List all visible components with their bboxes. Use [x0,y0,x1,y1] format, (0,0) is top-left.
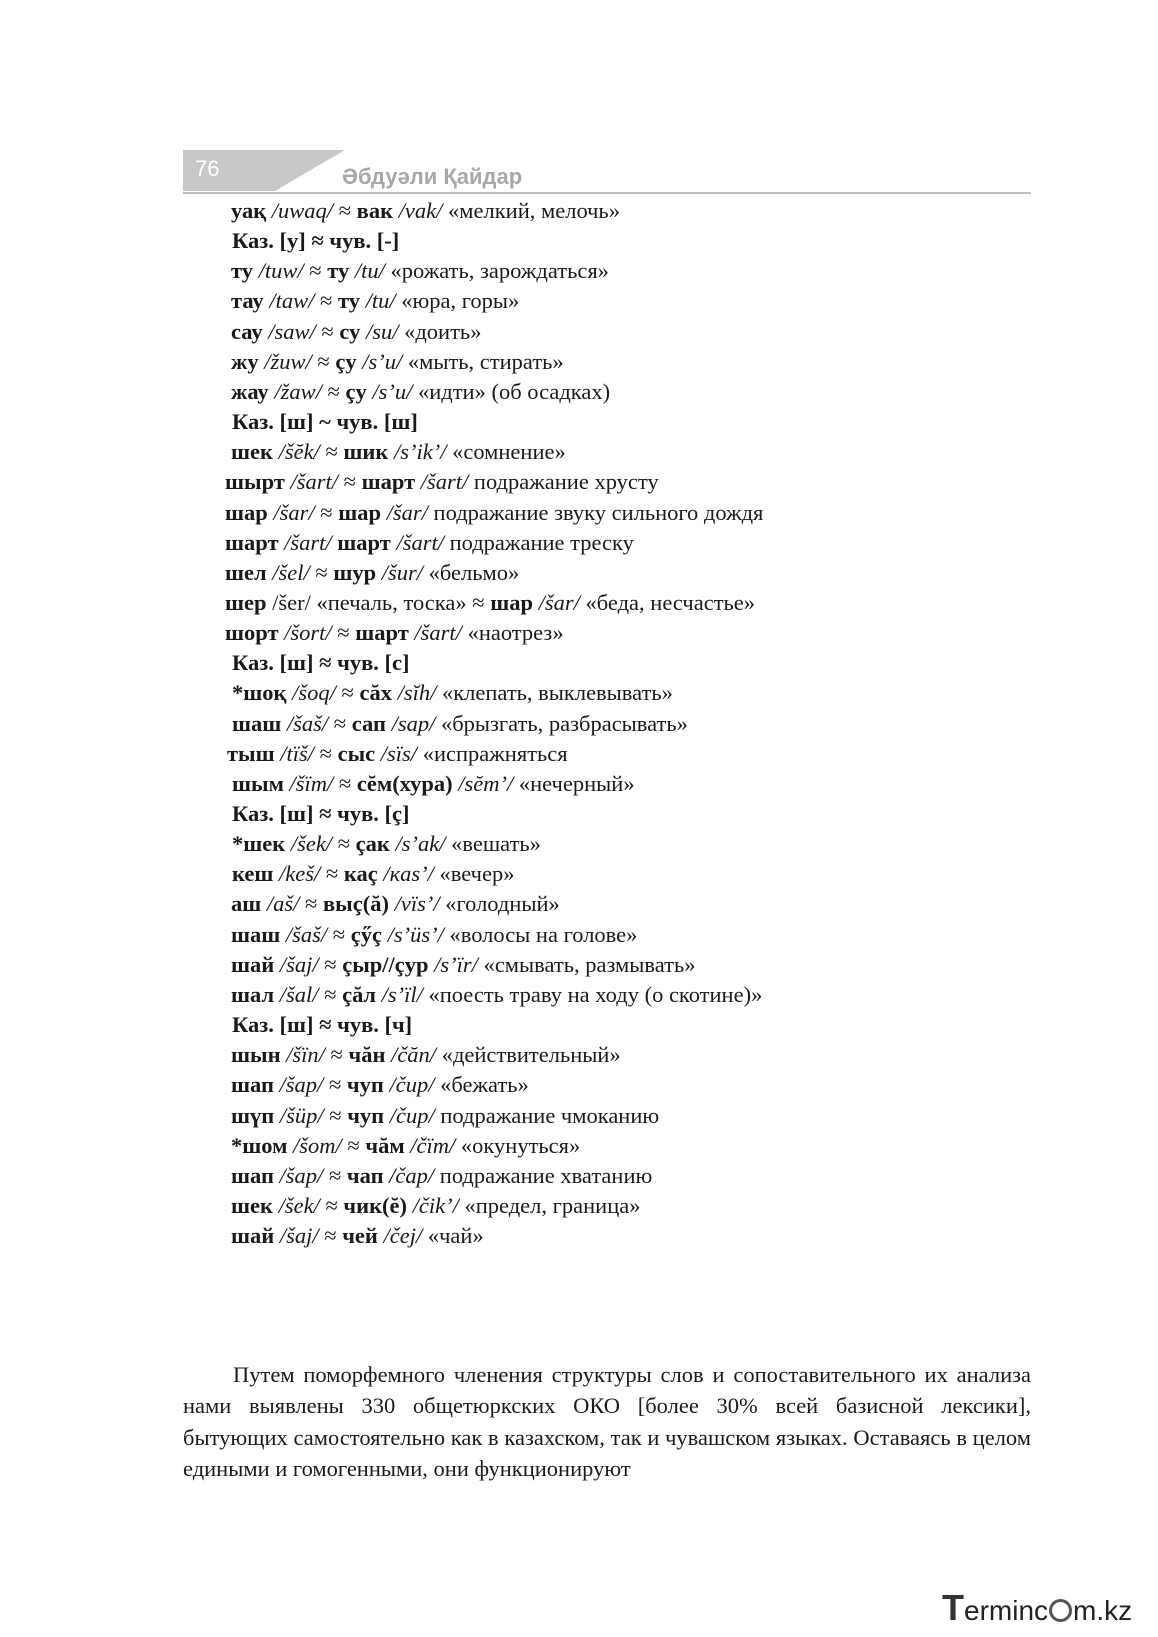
entry-text: /šer/ «печаль, тоска» ≈ [266,589,491,615]
entry-line [225,499,763,527]
entry-word: шарт [337,529,391,555]
entry-transcription: /aš/ [266,891,300,917]
entry-transcription: /čïm/ [410,1132,456,1158]
entry-transcription: /žuw/ [264,348,312,374]
entry-transcription: /žaw/ [274,378,322,404]
entry-transcription: /taw/ [269,288,315,314]
entry-word: ту [231,258,254,284]
entry-transcription: /šart/ [420,469,469,495]
entry-transcription: /s’üs’/ [387,921,444,947]
entry-word: çу [335,348,357,374]
entry-word: уақ [231,198,267,223]
entry-transcription: /šom/ [293,1132,342,1158]
entry-transcription: /sïs/ [380,740,418,766]
entry-line [231,1162,652,1190]
entry-text: ≈ [331,620,356,646]
entry-word: шарт [355,620,409,646]
entry-line [232,830,541,858]
entry-text: ≈ [309,559,334,585]
watermark-text-2: m.kz [1073,1595,1133,1626]
entry-text: ≈ [327,921,351,947]
entry-text: «волосы на голове» [443,921,638,947]
entry-transcription: /šaj/ [279,951,319,977]
entry-text: ≈ [303,258,328,284]
entry-line [231,890,560,918]
entry-text: «юра, горы» [395,288,520,314]
entry-text: ≈ [324,1042,349,1068]
entry-word: çак [355,831,390,857]
entry-text: ≈ [318,1223,343,1249]
entry-transcription: /s’ïr/ [434,951,478,977]
entry-transcription: /šel/ [272,559,310,585]
entry-line [225,619,564,647]
entry-text: подражание звуку сильного дождя [427,499,764,525]
entry-transcription: /šart/ [414,620,462,646]
entry-word: шар [490,589,533,615]
magnifier-icon [1049,1599,1072,1622]
page-number-tab-slant [275,150,345,191]
entry-transcription: /keš/ [279,861,321,887]
entry-transcription: /čup/ [389,1072,435,1098]
entry-text: «нечерный» [513,770,635,796]
entry-transcription: /šur/ [381,559,423,585]
entry-word: *шом [231,1132,288,1158]
entry-transcription: /tu/ [354,258,385,284]
entry-line [232,770,635,798]
entry-word: шап [231,1162,274,1188]
entry-text: ≈ [338,469,362,495]
entry-word: шорт [225,620,279,646]
entry-text: «бельмо» [423,559,520,585]
entry-word: шик [343,439,389,465]
entry-text: ≈ [318,981,343,1007]
entry-transcription: /tïš/ [280,740,315,766]
entry-text: ≈ [333,770,357,796]
entry-line [225,559,519,587]
entry-transcription: /šek/ [290,831,333,857]
entry-transcription: /šaš/ [286,710,329,736]
entry-line [231,1041,621,1069]
entry-line [232,408,418,436]
entry-word: шүп [231,1102,275,1128]
entry-word: шарт [361,469,416,495]
entry-text: ≈ [318,951,343,977]
entry-word: шай [231,1223,275,1249]
entry-line [225,468,659,496]
entry-transcription: /šort/ [284,620,332,646]
entry-word: шым [232,770,284,796]
entry-line [232,860,515,888]
entry-transcription: /šar/ [273,499,315,525]
entry-text: «мелкий, мелочь» [442,198,620,223]
entry-transcription: /sap/ [391,710,436,736]
entry-word: вак [356,198,394,223]
entry-word: кеш [232,861,274,887]
entry-word: *шек [232,831,286,857]
entry-text: «окунуться» [455,1132,581,1158]
entry-transcription: /čap/ [389,1162,435,1188]
entry-transcription: /šoq/ [292,680,336,706]
entry-word: жу [231,348,259,374]
entry-transcription: /šïm/ [289,770,334,796]
entry-text: «бежать» [434,1072,529,1098]
entry-transcription: /tuw/ [258,258,304,284]
entry-transcription: /čej/ [383,1223,423,1249]
entry-transcription: /s’ik’/ [393,439,447,465]
entry-transcription: /s’ïl/ [381,981,423,1007]
entry-text: ≈ [323,1072,347,1098]
author-name: Әбдуәли Қайдар [342,164,523,189]
entry-transcription: /šar/ [386,499,428,525]
entry-text: «идти» (об осадках) [412,378,611,404]
entry-word: çӳç [350,921,382,947]
entry-word: чуп [346,1072,384,1098]
entry-text: подражание треску [443,529,634,555]
entry-line [232,679,673,707]
entry-word: сыс [337,740,376,766]
header-rule [183,192,1031,194]
entry-transcription: /saw/ [268,318,316,344]
entry-word: шай [231,951,275,977]
entry-word: шырт [225,469,285,495]
entry-word: сăх [359,680,392,706]
entry-word: шур [333,559,377,585]
entry-line [231,1102,659,1130]
entry-transcription: /vïs’/ [394,891,440,917]
page-number: 76 [195,156,220,181]
entry-line [231,197,620,225]
entry-transcription: /tu/ [365,288,396,314]
entry-transcription: /šap/ [279,1072,324,1098]
entry-text: «беда, несчастье» [579,589,756,615]
entry-text: «наотрез» [461,620,564,646]
entry-word: сап [351,710,386,736]
running-header [183,150,1031,195]
entry-line [231,951,695,979]
entry-word: Каз. [ш] ≈ чув. [ч] [232,1012,413,1038]
entry-word: жау [231,378,269,404]
entry-text: ≈ [332,831,356,857]
entry-text: ≈ [323,1102,348,1128]
entry-word: шел [225,559,267,585]
entry-text: «вечер» [433,861,515,887]
entry-transcription: /čik’/ [412,1192,459,1218]
entry-line [232,1011,412,1039]
entry-word: чăм [365,1132,405,1158]
entry-line [232,227,399,255]
entry-word: выç(ă) [323,891,389,917]
entry-text: «испражняться [417,740,568,766]
entry-transcription: /šap/ [279,1162,324,1188]
entry-word: çăл [342,981,376,1007]
entry-transcription: /šart/ [290,469,338,495]
entry-word: чăн [348,1042,386,1068]
entry-transcription: /šüp/ [279,1102,324,1128]
entry-word: ту [337,288,360,314]
entry-line [231,318,481,346]
entry-text: ≈ [299,891,323,917]
entry-word: шарт [225,529,279,555]
entry-text: «чай» [422,1223,484,1249]
entry-line [231,378,610,406]
body-paragraph: Путем поморфемного членения структуры слов и сопоставительного их анализа нами выявлены 330 общетюркских ОКО [более 30% всей базисной лексики], бытующих самостоятельно как в казахском, так и чувашском языках. Оставаясь в целом едиными и гомогенными, они функционируют [183,1361,1031,1481]
entry-transcription: /šek/ [278,1192,320,1218]
entry-transcription: /šïn/ [286,1042,325,1068]
entry-text: ≈ [333,198,357,223]
entry-text: «клепать, выклевывать» [436,680,673,706]
entry-line [231,438,566,466]
entry-word: чей [342,1223,378,1249]
entry-text: «предел, граница» [458,1192,641,1218]
entry-word: тау [231,288,264,314]
entry-text: ≈ [323,1162,347,1188]
entry-text: подражание чмоканию [434,1102,660,1128]
entry-word: Каз. [ш] ≈ чув. [с] [232,650,410,676]
entry-word: шек [231,1192,273,1218]
entry-word: аш [231,891,262,917]
entry-text: ≈ [328,710,352,736]
entry-word: шаш [231,921,281,947]
watermark-text-1: erminc [964,1595,1049,1626]
entry-transcription: /šart/ [396,529,444,555]
entry-transcription: /šal/ [279,981,319,1007]
entry-word: *шоқ [232,680,287,706]
entry-word: чап [346,1162,384,1188]
entry-line [231,981,762,1009]
entry-transcription: /s’ak/ [395,831,446,857]
entry-transcription: /šaš/ [285,921,328,947]
entry-text: ≈ [314,499,339,525]
entry-text: ≈ [311,348,336,374]
entry-word: тыш [227,740,275,766]
entry-line [231,921,637,949]
entry-text: «голодный» [439,891,560,917]
entry-word: шал [231,981,275,1007]
entry-word: ту [327,258,350,284]
entry-transcription: /šĕk/ [278,439,320,465]
entry-word: çу [345,378,367,404]
entry-transcription: /кas’/ [383,861,434,887]
entry-line [231,257,609,285]
entry-word: шын [231,1042,281,1068]
entry-line [231,1071,529,1099]
entry-line [231,1132,580,1160]
entry-word: çыр//çур [342,951,429,977]
entry-word: шер [225,589,267,615]
entry-transcription: /s’u/ [372,378,413,404]
entry-line [232,800,409,828]
entry-transcription: /su/ [365,318,399,344]
entry-text: ≈ [319,439,344,465]
entry-text: «вешать» [445,831,541,857]
entry-transcription: /čăn/ [391,1042,437,1068]
watermark-t: T [942,1587,964,1628]
site-watermark [942,1587,1132,1627]
entry-word: шек [231,439,273,465]
entry-word: чуп [347,1102,385,1128]
entry-text: «рожать, зарождаться» [384,258,609,284]
entry-text: «сомнение» [446,439,566,465]
entry-transcription: /s’u/ [362,348,403,374]
entry-text: «действительный» [436,1042,621,1068]
entry-word: шар [225,499,268,525]
entry-line [232,710,688,738]
entry-transcription: /čup/ [389,1102,435,1128]
entry-line [227,740,568,768]
entry-line [225,529,634,557]
entry-word: Каз. [у] ≈ чув. [-] [232,228,400,254]
entry-text: ≈ [335,680,360,706]
entry-line [231,1222,484,1250]
entry-transcription: /uwaq/ [271,198,334,223]
entry-line [225,589,755,617]
entry-text: ≈ [341,1132,366,1158]
entry-text: подражание хватанию [434,1162,653,1188]
entry-word: шар [338,499,382,525]
entry-word: Каз. [ш] ≈ чув. [ç] [232,801,410,826]
entry-text: «смывать, размывать» [477,951,696,977]
entry-text: ≈ [321,378,346,404]
entry-text: подражание хрусту [468,469,659,495]
entry-transcription: /šart/ [284,529,332,555]
entry-text: ≈ [314,288,338,314]
entry-text: «поесть траву на ходу (о скотине)» [422,981,763,1007]
entry-word: шаш [232,710,282,736]
entry-transcription: /šaj/ [279,1223,319,1249]
entry-transcription: /šar/ [538,589,580,615]
entry-line [231,287,519,315]
entry-text: «доить» [398,318,482,344]
entry-word: шап [231,1072,274,1098]
entry-line [231,1192,640,1220]
entry-line [232,649,409,677]
entry-text: ≈ [314,740,338,766]
entry-word: сĕм(хура) [356,770,453,796]
entry-word: Каз. [ш] ~ чув. [ш] [232,409,418,435]
entry-word: сау [231,318,263,344]
entry-transcription: /sĭh/ [397,680,437,706]
entry-text: ≈ [315,318,340,344]
entry-transcription: /vak/ [398,198,443,223]
entry-transcription: /sĕm’/ [458,770,514,796]
entry-text: ≈ [320,861,344,887]
entry-word: су [339,318,361,344]
entry-word: каç [343,861,378,887]
entry-text: «мыть, стирать» [402,348,564,374]
entry-text: ≈ [319,1192,344,1218]
entry-line [231,348,564,376]
entry-word: чик(ĕ) [343,1192,408,1218]
entry-text: «брызгать, разбрасывать» [435,710,688,736]
